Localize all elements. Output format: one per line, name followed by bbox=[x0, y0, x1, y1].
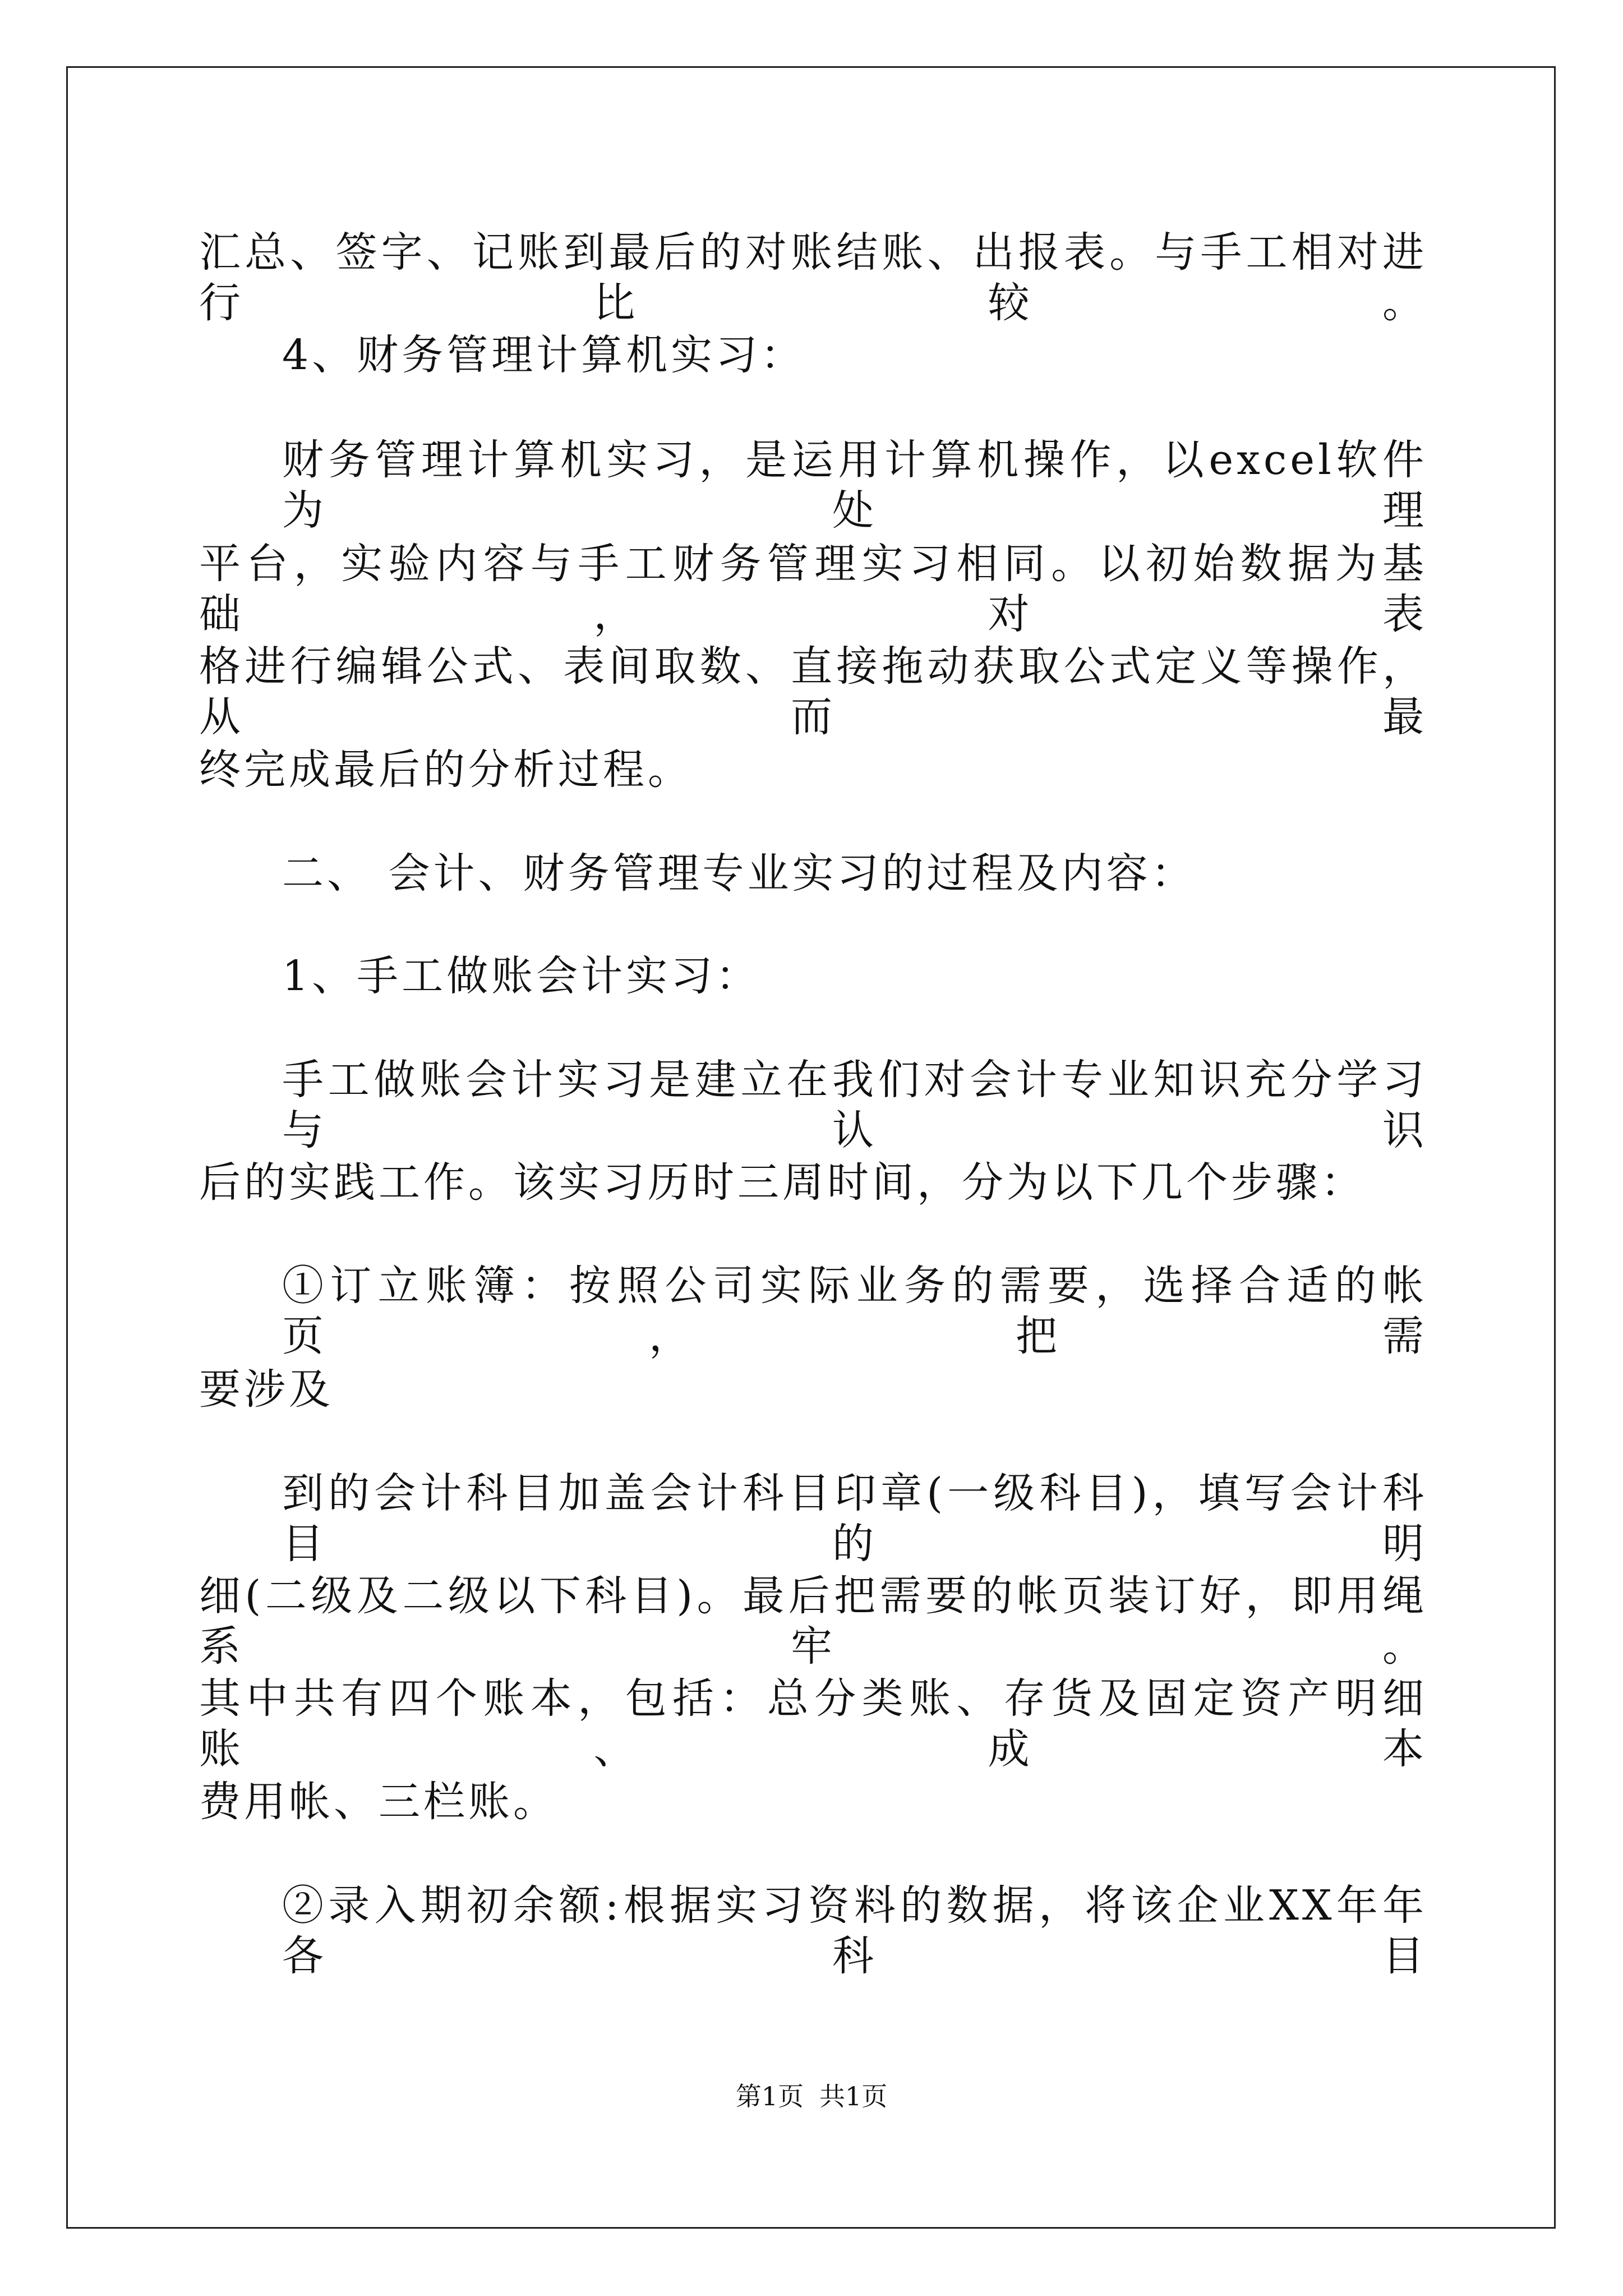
text-line-14: 细(二级及二级以下科目)。最后把需要的帐页装订好，即用绳系牢。 bbox=[199, 1572, 1427, 1671]
text-line-1: 汇总、签字、记账到最后的对账结账、出报表。与手工相对进行比较。 bbox=[199, 228, 1427, 327]
section-heading-2: 二、 会计、财务管理专业实习的过程及内容： bbox=[282, 849, 1196, 898]
text-line-10: 后的实践工作。该实习历时三周时间，分为以下几个步骤： bbox=[199, 1158, 1366, 1207]
text-line-17: ②录入期初余额:根据实习资料的数据，将该企业XX年年各科目 bbox=[282, 1881, 1427, 1980]
text-line-5: 格进行编辑公式、表间取数、直接拖动获取公式定义等操作，从而最 bbox=[199, 642, 1427, 741]
text-line-13: 到的会计科目加盖会计科目印章(一级科目)，填写会计科目的明 bbox=[282, 1469, 1427, 1568]
section-heading-4: 4、财务管理计算机实习： bbox=[282, 331, 806, 379]
text-line-9: 手工做账会计实习是建立在我们对会计专业知识充分学习与认识 bbox=[282, 1056, 1427, 1154]
text-line-12: 要涉及 bbox=[199, 1365, 334, 1414]
text-line-4: 平台，实验内容与手工财务管理实习相同。以初始数据为基础，对表 bbox=[199, 540, 1427, 638]
text-line-3: 财务管理计算机实习，是运用计算机操作，以excel软件为处理 bbox=[282, 436, 1427, 535]
text-line-11: ①订立账簿：按照公司实际业务的需要，选择合适的帐页，把需 bbox=[282, 1262, 1427, 1360]
text-line-15: 其中共有四个账本，包括：总分类账、存货及固定资产明细账、成本 bbox=[199, 1674, 1427, 1773]
subsection-heading-1: 1、手工做账会计实习： bbox=[282, 952, 761, 1000]
text-line-6: 终完成最后的分析过程。 bbox=[199, 746, 693, 794]
text-line-16: 费用帐、三栏账。 bbox=[199, 1778, 558, 1826]
page-number: 第1页 bbox=[735, 2081, 804, 2111]
page-total: 共1页 bbox=[819, 2081, 888, 2111]
page-footer bbox=[0, 2079, 1623, 2113]
